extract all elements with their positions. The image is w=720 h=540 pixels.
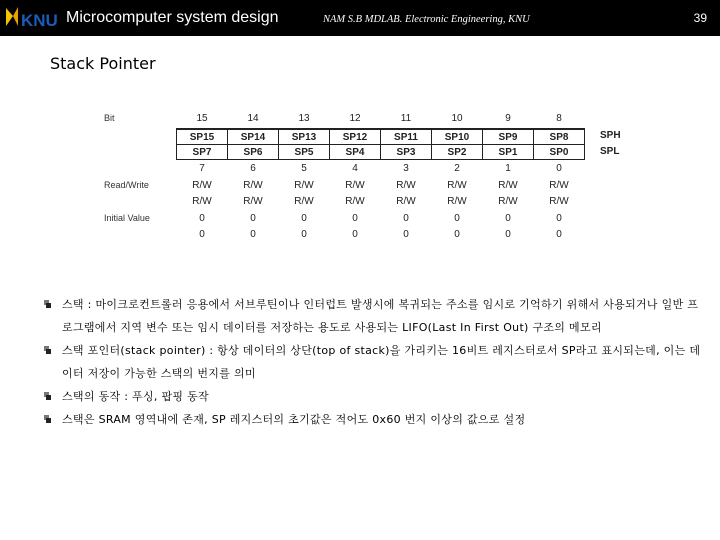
register-value-cell: R/W [447, 180, 467, 191]
register-value-cell: R/W [396, 196, 416, 207]
bullet-text: 스택 포인터(stack pointer) : 항상 데이터의 상단(top of stack)을 가리키는 16비트 레지스터로서 SP라고 표시되는데, 이는 데이터 저장이 가능한 스택의 번지를 의미 [62, 344, 701, 380]
register-value-cell: 3 [403, 163, 409, 174]
initial-value-label: Initial Value [104, 213, 150, 223]
knu-logo-icon [4, 4, 60, 32]
course-title: Microcomputer system design [66, 9, 279, 26]
sph-row [177, 129, 585, 145]
spl-bit-cell: SP0 [534, 145, 585, 160]
register-value-cell: 0 [556, 213, 562, 224]
register-value-cell: 0 [301, 213, 307, 224]
register-value-cell: 5 [301, 163, 307, 174]
slide-title: Stack Pointer [50, 54, 156, 73]
register-value-cell: R/W [345, 196, 365, 207]
spl-bit-cell: SP4 [330, 145, 381, 160]
sph-bit-cell: SP14 [228, 129, 279, 145]
register-value-cell: 0 [454, 213, 460, 224]
register-value-cell: R/W [294, 196, 314, 207]
spl-bit-cell: SP5 [279, 145, 330, 160]
spl-bit-cell: SP2 [432, 145, 483, 160]
sph-bit-cell: SP11 [381, 129, 432, 145]
register-value-cell: 1 [505, 163, 511, 174]
spl-bit-cell: SP1 [483, 145, 534, 160]
bullet-item [42, 408, 702, 431]
bullet-list [42, 293, 702, 431]
register-value-cell: 0 [352, 213, 358, 224]
register-value-cell: 2 [454, 163, 460, 174]
sph-label: SPH [600, 130, 621, 141]
register-value-cell: 0 [403, 229, 409, 240]
register-value-cell: R/W [192, 180, 212, 191]
svg-text:KNU: KNU [21, 11, 58, 30]
register-value-cell: 11 [400, 113, 412, 124]
sph-bit-cell: SP9 [483, 129, 534, 145]
register-value-cell: R/W [243, 180, 263, 191]
register-value-cell: 0 [505, 213, 511, 224]
register-value-cell: 12 [349, 113, 361, 124]
register-value-cell: 4 [352, 163, 358, 174]
bullet-item [42, 293, 702, 339]
register-value-cell: R/W [192, 196, 212, 207]
register-value-cell: 15 [196, 113, 208, 124]
register-value-cell: R/W [498, 196, 518, 207]
bit-row-label: Bit [104, 113, 115, 123]
register-value-cell: 0 [250, 229, 256, 240]
register-value-cell: 0 [199, 213, 205, 224]
register-value-cell: 7 [199, 163, 205, 174]
register-value-cell: 8 [556, 113, 562, 124]
register-value-cell: 0 [199, 229, 205, 240]
bullet-text: 스택의 동작 : 푸싱, 팝핑 동작 [62, 390, 209, 403]
register-value-cell: R/W [549, 180, 569, 191]
bullet-item [42, 385, 702, 408]
bullet-text: 스택 : 마이크로컨트롤러 응용에서 서브루틴이나 인터럽트 발생시에 복귀되는 주소를 임시로 기억하기 위해서 사용되거나 일반 프로그램에서 지역 변수 또는 임시 데이터를 저장하는 용도로 사용되는 LIFO(Last In First Out) 구조의 메모리 [62, 298, 699, 334]
bullet-icon [44, 415, 51, 424]
bullet-item [42, 339, 702, 385]
sph-bit-cell: SP15 [177, 129, 228, 145]
register-value-cell: 0 [352, 229, 358, 240]
bullet-icon [44, 392, 51, 401]
register-value-cell: 0 [403, 213, 409, 224]
register-value-cell: R/W [243, 196, 263, 207]
register-value-cell: 10 [451, 113, 463, 124]
read-write-label: Read/Write [104, 180, 149, 190]
affiliation: NAM S.B MDLAB. Electronic Engineering, KNU [323, 14, 530, 25]
register-value-cell: R/W [447, 196, 467, 207]
register-value-cell: 0 [505, 229, 511, 240]
sp-register-table [176, 128, 585, 160]
spl-bit-cell: SP7 [177, 145, 228, 160]
register-value-cell: 14 [247, 113, 259, 124]
spl-bit-cell: SP3 [381, 145, 432, 160]
register-value-cell: 0 [454, 229, 460, 240]
register-value-cell: R/W [498, 180, 518, 191]
spl-row [177, 145, 585, 160]
register-value-cell: R/W [294, 180, 314, 191]
register-value-cell: 0 [301, 229, 307, 240]
bullet-icon [44, 346, 51, 355]
sph-bit-cell: SP8 [534, 129, 585, 145]
register-diagram [104, 110, 624, 245]
register-value-cell: 9 [505, 113, 511, 124]
spl-label: SPL [600, 146, 620, 157]
sph-bit-cell: SP13 [279, 129, 330, 145]
register-value-cell: 0 [556, 229, 562, 240]
register-value-cell: 6 [250, 163, 256, 174]
register-value-cell: 13 [298, 113, 310, 124]
register-value-cell: 0 [556, 163, 562, 174]
register-value-cell: R/W [549, 196, 569, 207]
page-number: 39 [693, 11, 707, 25]
register-value-cell: R/W [345, 180, 365, 191]
slide-header [0, 0, 720, 36]
register-value-cell: 0 [250, 213, 256, 224]
bullet-icon [44, 300, 51, 309]
sph-bit-cell: SP12 [330, 129, 381, 145]
spl-bit-cell: SP6 [228, 145, 279, 160]
bullet-text: 스택은 SRAM 영역내에 존재, SP 레지스터의 초기값은 적어도 0x60 번지 이상의 값으로 설정 [62, 413, 526, 426]
register-value-cell: R/W [396, 180, 416, 191]
sph-bit-cell: SP10 [432, 129, 483, 145]
